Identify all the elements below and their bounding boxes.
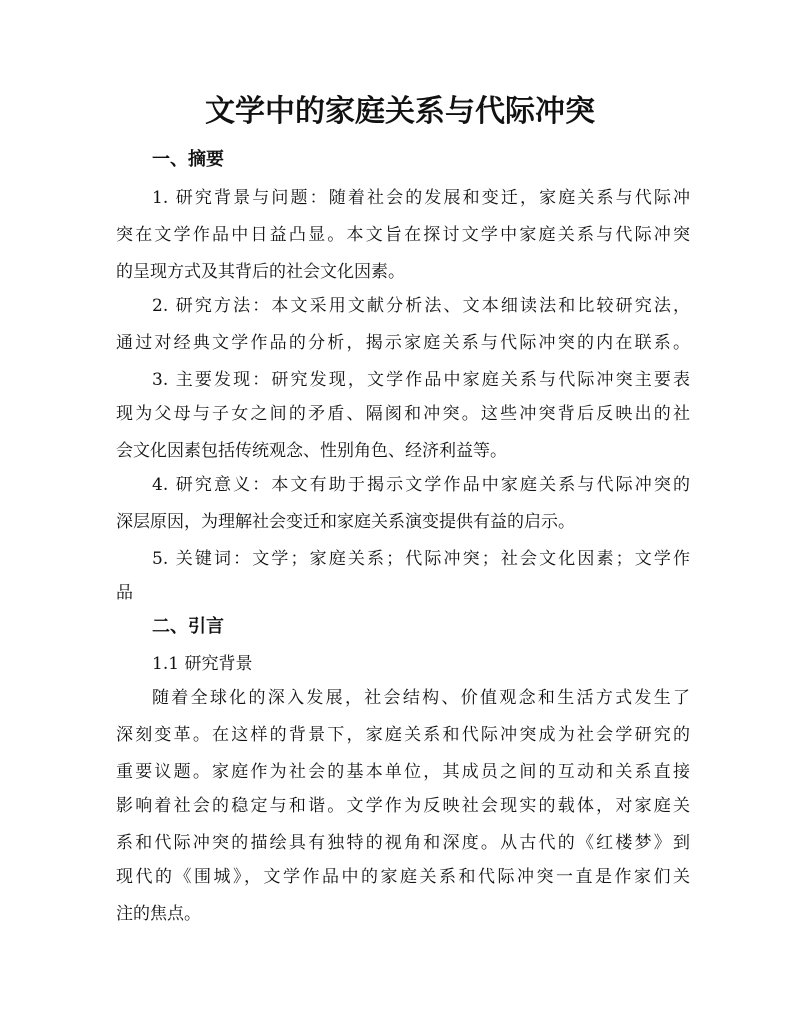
abstract-item-1-line-2: 突在文学作品中日益凸显。本文旨在探讨文学中家庭关系与代际冲突 [116,225,690,245]
background-line-2: 深刻变革。在这样的背景下，家庭关系和代际冲突成为社会学研究的 [116,725,690,745]
abstract-item-3-line-1: 3. 主要发现：研究发现，文学作品中家庭关系与代际冲突主要表 [152,370,690,390]
abstract-item-5-line-2: 品 [116,583,133,603]
background-line-7: 注的焦点。 [116,904,201,924]
abstract-item-1-line-1: 1. 研究背景与问题：随着社会的发展和变迁，家庭关系与代际冲 [152,188,690,208]
abstract-heading: 一、摘要 [152,149,224,170]
background-line-5: 系和代际冲突的描绘具有独特的视角和深度。从古代的《红楼梦》到 [116,833,690,853]
abstract-item-2-line-2: 通过对经典文学作品的分析，揭示家庭关系与代际冲突的内在联系。 [116,333,690,353]
abstract-item-2-line-1: 2. 研究方法：本文采用文献分析法、文本细读法和比较研究法， [152,296,690,316]
research-background-heading: 1.1 研究背景 [152,654,253,674]
abstract-item-4-line-1: 4. 研究意义：本文有助于揭示文学作品中家庭关系与代际冲突的 [152,475,690,495]
intro-heading: 二、引言 [152,616,224,637]
background-line-6: 现代的《围城》，文学作品中的家庭关系和代际冲突一直是作家们关 [116,867,690,887]
abstract-item-3-line-3: 会文化因素包括传统观念、性别角色、经济利益等。 [116,441,507,461]
abstract-item-3-line-2: 现为父母与子女之间的矛盾、隔阂和冲突。这些冲突背后反映出的社 [116,404,690,424]
background-line-4: 影响着社会的稳定与和谐。文学作为反映社会现实的载体，对家庭关 [116,796,690,816]
abstract-item-5-line-1: 5. 关键词：文学；家庭关系；代际冲突；社会文化因素；文学作 [152,549,690,569]
background-line-3: 重要议题。家庭作为社会的基本单位，其成员之间的互动和关系直接 [116,762,690,782]
background-line-1: 随着全球化的深入发展，社会结构、价值观念和生活方式发生了 [152,688,690,708]
document-title: 文学中的家庭关系与代际冲突 [205,94,595,129]
abstract-item-4-line-2: 深层原因，为理解社会变迁和家庭关系演变提供有益的启示。 [116,512,575,532]
abstract-item-1-line-3: 的呈现方式及其背后的社会文化因素。 [116,262,405,282]
